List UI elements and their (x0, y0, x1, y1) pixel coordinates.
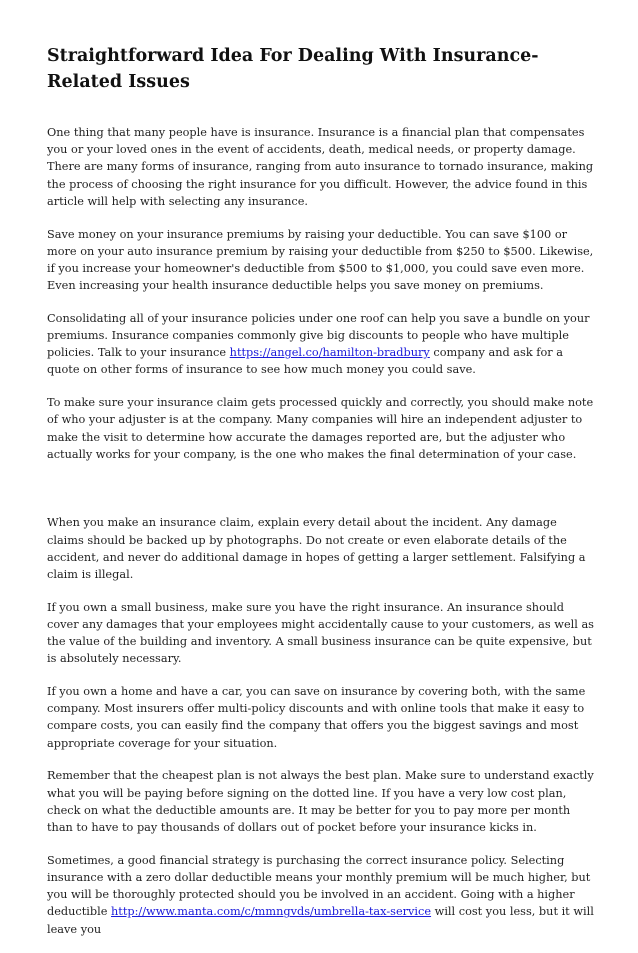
document-title: Straightforward Idea For Dealing With Insurance-Related Issues (47, 46, 539, 92)
paragraph-financial-strategy (47, 852, 597, 938)
paragraph-deductible: Save money on your insurance premiums by raising your deductible. You can save $100 or more on your auto insurance premium by raising your deductible from $250 to $500. Likewise, if you increase your homeowner's deductible from $500 to $1,000, you could save even more. Even increasing your health insurance deductible helps you save money on premiums. (47, 227, 594, 293)
paragraph-adjuster: To make sure your insurance claim gets processed quickly and correctly, you should make note of who your adjuster is at the company. Many companies will hire an independent adjuster to make the visit to determine how accurate the damages reported are, but the adjuster who actually works for your company, is the one who makes the final determination of your case. (47, 396, 594, 461)
paragraph-consolidate (47, 310, 597, 379)
paragraph-claim-details: When you make an insurance claim, explain every detail about the incident. Any damage claims should be backed up by photographs. Do not create or even elaborate details of the accident, and never do additional damage in hopes of getting a larger settlement. Falsifying a claim is illegal. (47, 516, 586, 582)
paragraph-intro: One thing that many people have is insurance. Insurance is a financial plan that compensates you or your loved ones in the event of accidents, death, medical needs, or property damage. There are many forms of insurance, ranging from auto insurance to tornado insurance, making the process of choosing the right insurance for you difficult. However, the advice found in this article will help with selecting any insurance. (47, 126, 594, 208)
manta-link[interactable]: http://www.manta.com/c/mmngvds/umbrella-tax-service (111, 905, 432, 919)
paragraph-consolidate-text-before: Consolidating all of your insurance policies under one roof can help you save a bundle on your premiums. Insurance companies commonly give big discounts to people who have multiple policies. Talk to your insurance (47, 311, 590, 360)
paragraph-home-car: If you own a home and have a car, you can save on insurance by covering both, with the same company. Most insurers offer multi-policy discounts and with online tools that make it easy to compare costs, you can easily find the company that offers you the biggest savings and most appropriate coverage for your situation. (47, 685, 586, 750)
paragraph-consolidate-text-after: company and ask for a quote on other forms of insurance to see how much money you could save. (47, 346, 563, 377)
paragraph-financial-strategy-text-after: will cost you less, but it will leave you (47, 905, 594, 936)
paragraph-spacer (47, 478, 597, 514)
paragraph-financial-strategy-text-before: Sometimes, a good financial strategy is purchasing the correct insurance policy. Selecting insurance with a zero dollar deductible means your monthly premium will be much higher, but you will be thoroughly protected should you be involved in an accident. Going with a higher deductible (47, 853, 591, 919)
angel-co-link[interactable]: https://angel.co/hamilton-bradbury (229, 346, 430, 360)
paragraph-cheapest-plan: Remember that the cheapest plan is not always the best plan. Make sure to understand exactly what you will be paying before signing on the dotted line. If you have a very low cost plan, check on what the deductible amounts are. It may be better for you to pay more per month than to have to pay thousands of dollars out of pocket before your insurance kicks in. (47, 769, 594, 834)
paragraph-small-business: If you own a small business, make sure you have the right insurance. An insurance should cover any damages that your employees might accidentally cause to your customers, as well as the value of the building and inventory. A small business insurance can be quite expensive, but is absolutely necessary. (47, 600, 594, 666)
document-page (47, 43, 597, 953)
